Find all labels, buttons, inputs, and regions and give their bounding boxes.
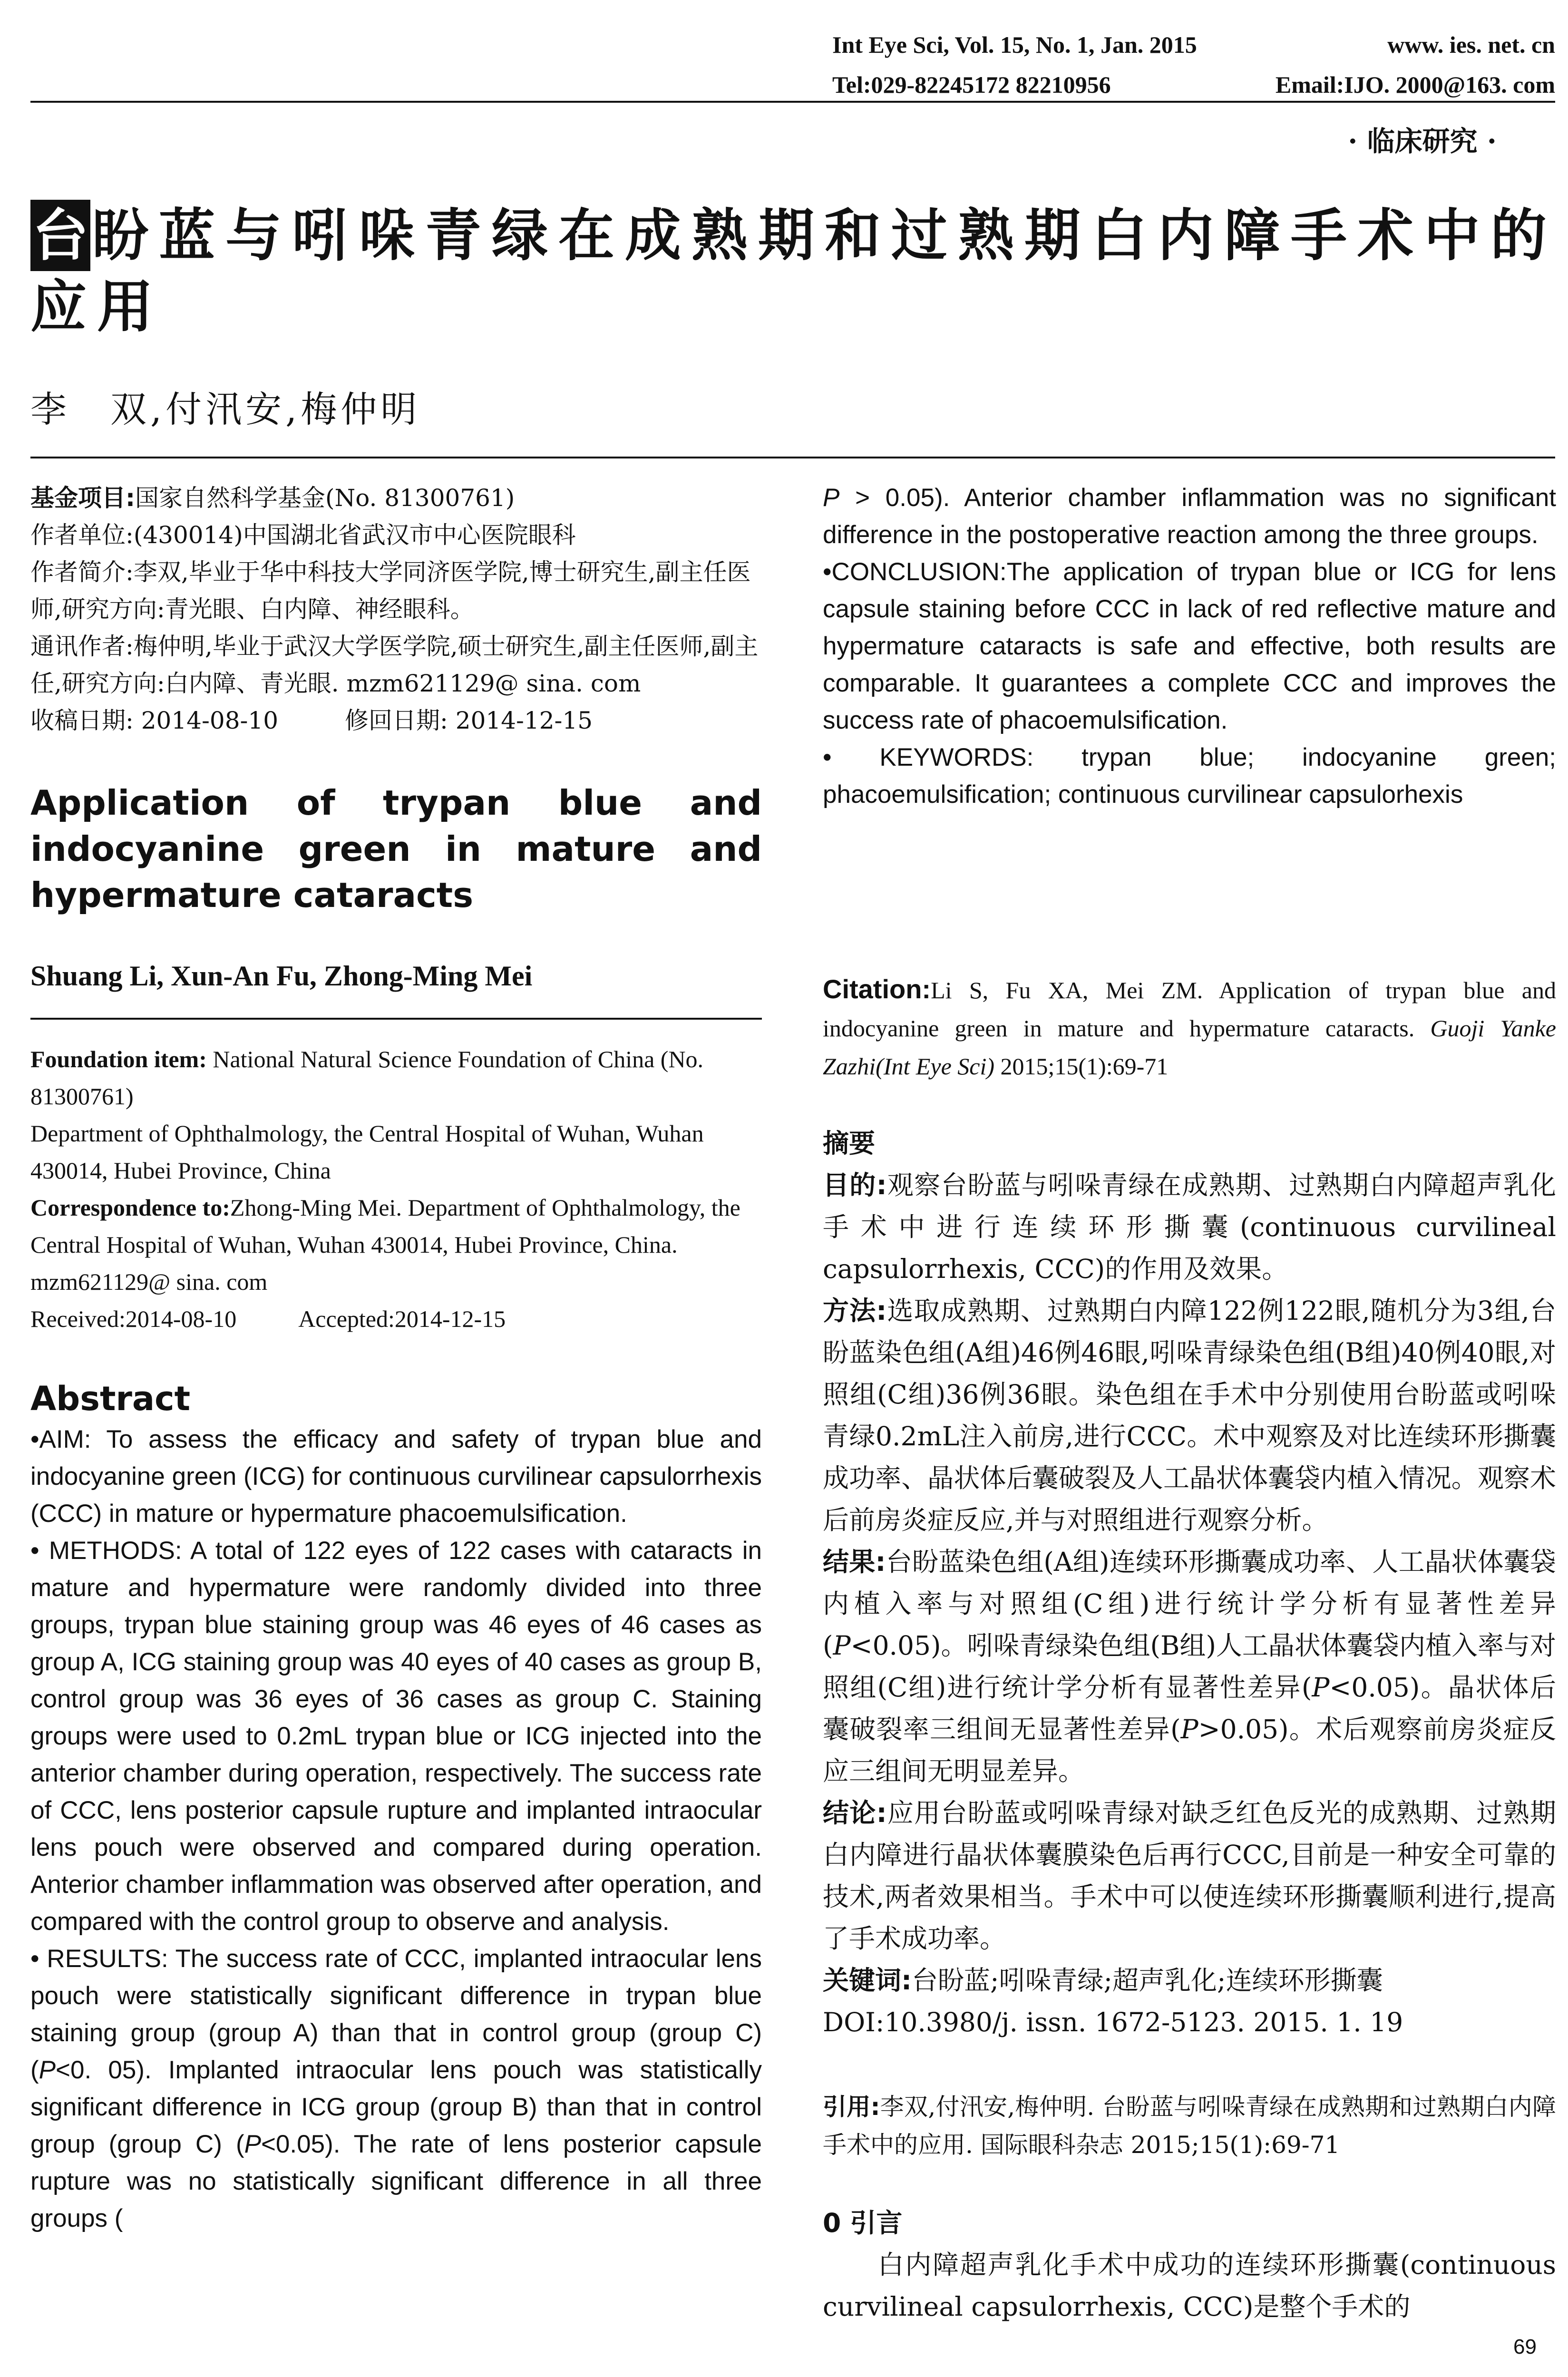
- abstract-cn-aim: [823, 1164, 1556, 1290]
- keywords-text: trypan blue; indocyanine green; phacoemulsification; continuous curvilinear capsulorhexis: [823, 743, 1556, 809]
- correspondence-en-label: Correspondence to:: [30, 1194, 230, 1221]
- abstract-cn-conclusion: [823, 1792, 1556, 1959]
- authors-rule: [30, 457, 1555, 458]
- correspondence-en-text: Zhong-Ming Mei. Department of Ophthalmology, the Central Hospital of Wuhan, Wuhan 430014, Hubei Province, China. mzm621129@ sina. com: [30, 1194, 740, 1295]
- cn-results-p-3: P: [1180, 1714, 1198, 1744]
- english-authors-rule: [30, 1018, 762, 1020]
- accepted-en: Accepted:2014-12-15: [298, 1305, 506, 1332]
- cn-keywords-text: 台盼蓝;吲哚青绿;超声乳化;连续环形撕囊: [912, 1965, 1383, 1996]
- english-title: Application of trypan blue and indocyanine green in mature and hypermature cataracts: [30, 783, 762, 915]
- received-cn: 收稿日期: 2014-08-10: [30, 707, 279, 734]
- header-rule: [30, 101, 1555, 103]
- journal-website: www. ies. net. cn: [1387, 31, 1555, 58]
- title-text: 盼蓝与吲哚青绿在成熟期和过熟期白内障手术中的应用: [30, 203, 1558, 340]
- abstract-conclusion: [823, 554, 1556, 739]
- page-number: 69: [1513, 2335, 1537, 2358]
- received-en: Received:2014-08-10: [30, 1305, 237, 1332]
- cn-results-label: 结果:: [823, 1547, 886, 1577]
- citation-en-tail: 2015;15(1):69-71: [994, 1053, 1169, 1080]
- revised-cn: 修回日期: 2014-12-15: [345, 707, 593, 734]
- abstract-en-right: [823, 479, 1556, 813]
- foundation-en: [30, 1041, 762, 1115]
- conclusion-label: •CONCLUSION:: [823, 558, 1007, 586]
- cn-methods-text: 选取成熟期、过熟期白内障122例122眼,随机分为3组,台盼蓝染色组(A组)46例46眼,吲哚青绿染色组(B组)40例40眼,对照组(C组)36例36眼。染色组在手术中分别使用台盼蓝或吲哚青绿0.2mL注入前房,进行CCC。术中观察及对比连续环形撕囊成功率、晶状体后囊破裂及人工晶状体囊袋内植入情况。观察术后前房炎症反应,并与对照组进行观察分析。: [823, 1296, 1557, 1535]
- article-title: [30, 200, 1562, 342]
- intro-heading: 0 引言: [823, 2208, 903, 2238]
- keywords-label: • KEYWORDS:: [823, 743, 1034, 771]
- abstract-keywords: [823, 739, 1556, 813]
- foundation-cn-text: 国家自然科学基金(No. 81300761): [135, 484, 515, 512]
- abstract-cn-keywords: [823, 1959, 1556, 2001]
- cn-results-p-2: P: [1312, 1672, 1330, 1703]
- running-header: [832, 25, 1555, 105]
- correspondence-cn: 通讯作者:梅仲明,毕业于武汉大学医学院,硕士研究生,副主任医师,副主任,研究方向:白内障、青光眼. mzm621129@ sina. com: [30, 633, 759, 697]
- citation-en: [823, 970, 1556, 1085]
- results-label: • RESULTS:: [30, 1945, 168, 1973]
- results-text-2: <0. 05). Implanted intraocular lens pouch was statistically significant difference in ICG group (group B) than that in control group (group C) (: [30, 2056, 762, 2158]
- citation-cn-text: 李双,付汛安,梅仲明. 台盼蓝与吲哚青绿在成熟期和过熟期白内障手术中的应用. 国际眼科杂志 2015;15(1):69-71: [823, 2093, 1556, 2159]
- citation-en-text: Li S, Fu XA, Mei ZM. Application of trypan blue and indocyanine green in mature and hypermature cataracts.: [823, 977, 1556, 1042]
- cn-keywords-label: 关键词:: [823, 1965, 912, 1996]
- authors-cn: 李 双,付汛安,梅仲明: [30, 388, 421, 430]
- cn-results-text-2: <0.05)。吲哚青绿染色组(B组)人工晶状体囊袋内植入率与对照组(C组)进行统计学分析有显著性差异(: [823, 1630, 1556, 1703]
- cn-results-text-3: <0.05)。晶状体后囊破裂率三组间无显著性差异(: [823, 1672, 1556, 1744]
- results-p-2: P: [244, 2130, 261, 2158]
- methods-text: A total of 122 eyes of 122 cases with cataracts in mature and hypermature were randomly divided into three groups, trypan blue staining group was 46 eyes of 46 cases as group A, ICG staining group was 40 eyes of 40 cases as group B, control group was 36 eyes of 36 cases as group C. Staining groups were used to 0.2mL trypan blue or ICG injected into the anterior chamber during operation, respectively. The success rate of CCC, lens posterior capsule rupture and implanted intraocular lens pouch were observed and compared during operation. Anterior chamber inflammation was observed after operation, and compared with the control group to observe and analysis.: [30, 1537, 762, 1936]
- aim-text: To assess the efficacy and safety of trypan blue and indocyanine green (ICG) for continuous curvilinear capsulorrhexis (CCC) in mature or hypermature phacoemulsification.: [30, 1425, 762, 1528]
- abstract-methods: [30, 1532, 762, 1940]
- dates-en: [30, 1300, 762, 1337]
- abstract-heading: Abstract: [30, 1379, 191, 1418]
- abstract-results: [30, 1940, 762, 2237]
- cn-aim-label: 目的:: [823, 1170, 887, 1200]
- abstract-results-cont: [823, 479, 1556, 554]
- department-en: Department of Ophthalmology, the Central Hospital of Wuhan, Wuhan 430014, Hubei Province, China: [30, 1120, 704, 1184]
- dates-cn: [30, 702, 762, 739]
- unit-cn: 作者单位:(430014)中国湖北省武汉市中心医院眼科: [30, 521, 576, 549]
- abstract-cn-doi: DOI:10.3980/j. issn. 1672-5123. 2015. 1. 19: [823, 2007, 1403, 2037]
- intro-text: 白内障超声乳化手术中成功的连续环形撕囊(continuous curvilineal capsulorrhexis, CCC)是整个手术的: [823, 2250, 1556, 2322]
- introduction: [823, 2202, 1556, 2328]
- citation-en-label: Citation:: [823, 974, 931, 1004]
- abstract-cn-methods: [823, 1290, 1556, 1541]
- conclusion-text: The application of trypan blue or ICG for lens capsule staining before CCC in lack of red reflective mature and hypermature cataracts is safe and effective, both results are comparable. It guarantees a complete CCC and improves the success rate of phacoemulsification.: [823, 558, 1556, 734]
- results-p-3: P: [823, 484, 840, 512]
- citation-en-journal: Guoji Yanke Zazhi(Int Eye Sci): [823, 1015, 1557, 1080]
- foundation-cn: [30, 479, 762, 516]
- cn-results-text-4: >0.05)。术后观察前房炎症反应三组间无明显差异。: [823, 1714, 1556, 1786]
- foundation-en-text: National Natural Science Foundation of China (No. 81300761): [30, 1046, 704, 1110]
- abstract-en-left: [30, 1421, 762, 2237]
- cn-results-p-1: P: [833, 1630, 851, 1661]
- abstract-aim: [30, 1421, 762, 1532]
- foundation-en-label: Foundation item:: [30, 1046, 207, 1072]
- results-text-4: > 0.05). Anterior chamber inflammation was no significant difference in the postoperative reaction among the three groups.: [823, 484, 1556, 549]
- correspondence-en: [30, 1189, 762, 1300]
- journal-email: Email:IJO. 2000@163. com: [1275, 71, 1555, 98]
- abstract-cn-results: [823, 1541, 1556, 1792]
- info-cn-block: [30, 479, 762, 739]
- cn-results-text-1: 台盼蓝染色组(A组)连续环形撕囊成功率、人工晶状体囊袋内植入率与对照组(C组)进行统计学分析有显著性差异(: [823, 1547, 1557, 1661]
- journal-tel: Tel:029-82245172 82210956: [832, 71, 1111, 98]
- cn-conclusion-text: 应用台盼蓝或吲哚青绿对缺乏红色反光的成熟期、过熟期白内障进行晶状体囊膜染色后再行CCC,目前是一种安全可靠的技术,两者效果相当。手术中可以使连续环形撕囊顺利进行,提高了手术成功率。: [823, 1798, 1556, 1954]
- results-text-3: <0.05). The rate of lens posterior capsule rupture was no statistically significant difference in all three groups (: [30, 2130, 762, 2232]
- abstract-cn-heading: 摘要: [823, 1128, 876, 1159]
- aim-label: •AIM:: [30, 1425, 91, 1453]
- info-en-block: [30, 1041, 762, 1337]
- foundation-cn-label: 基金项目:: [30, 484, 135, 512]
- journal-line: Int Eye Sci, Vol. 15, No. 1, Jan. 2015: [832, 31, 1197, 58]
- section-label: · 临床研究 ·: [1348, 125, 1497, 157]
- english-authors: Shuang Li, Xun-An Fu, Zhong-Ming Mei: [30, 960, 533, 992]
- cn-aim-text: 观察台盼蓝与吲哚青绿在成熟期、过熟期白内障超声乳化手术中进行连续环形撕囊(continuous curvilineal capsulorrhexis, CCC)的作用及效果。: [823, 1170, 1556, 1284]
- results-p-1: P: [39, 2056, 56, 2084]
- cn-methods-label: 方法:: [823, 1296, 887, 1326]
- citation-cn: [823, 2088, 1556, 2164]
- bio-cn: 作者简介:李双,毕业于华中科技大学同济医学院,博士研究生,副主任医师,研究方向:青光眼、白内障、神经眼科。: [30, 558, 751, 623]
- abstract-cn: [823, 1122, 1556, 2043]
- title-first-char: 台: [30, 200, 90, 271]
- citation-cn-label: 引用:: [823, 2093, 880, 2121]
- cn-conclusion-label: 结论:: [823, 1798, 887, 1828]
- results-text-1: The success rate of CCC, implanted intraocular lens pouch were statistically significant difference in trypan blue staining group (group A) than that in control group (group C) (: [30, 1945, 762, 2084]
- methods-label: • METHODS:: [30, 1537, 182, 1565]
